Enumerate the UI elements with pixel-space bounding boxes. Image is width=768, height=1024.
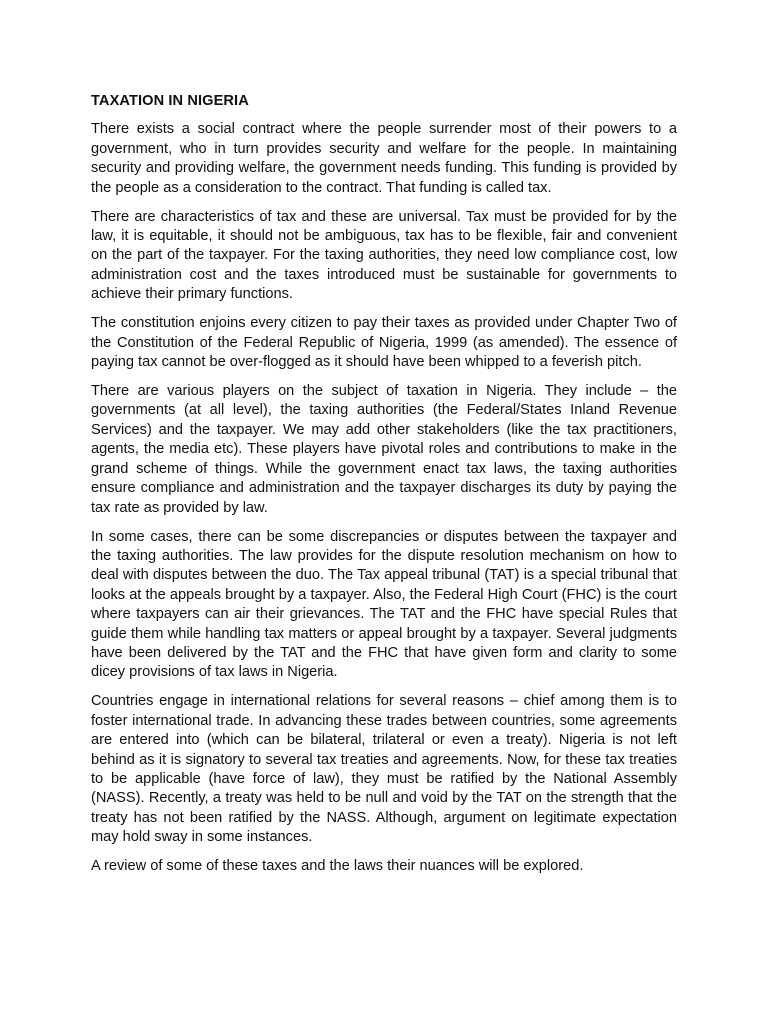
paragraph-players: There are various players on the subject of taxation in Nigeria. They include – the governments (at all level), the taxing authorities (the Federal/States Inland Revenue Services) and the taxpayer. We may add other stakeholders (like the tax practitioners, agents, the media etc). These players have pivotal roles and contributions to make in the grand scheme of things. While the government enact tax laws, the taxing authorities ensure compliance and administration and the taxpayer discharges its duty by paying the tax rate as provided by law. — [91, 383, 677, 516]
document-page — [91, 92, 677, 886]
paragraph-international-relations: Countries engage in international relations for several reasons – chief among them is to foster international trade. In advancing these trades between countries, some agreements are entered into (which can be bilateral, trilateral or even a treaty). Nigeria is not left behind as it is signatory to several tax treaties and agreements. Now, for these tax treaties to be applicable (have force of law), they must be ratified by the National Assembly (NASS). Recently, a treaty was held to be null and void by the TAT on the strength that the treaty has not been ratified by the NASS. Although, argument on legitimate expectation may hold sway in some instances. — [91, 693, 677, 846]
paragraph-social-contract: There exists a social contract where the people surrender most of their powers to a government, who in turn provides security and welfare for the people. In maintaining security and providing welfare, the government needs funding. This funding is provided by the people as a consideration to the contract. That funding is called tax. — [91, 121, 677, 196]
document-title: TAXATION IN NIGERIA — [91, 93, 249, 109]
paragraph-tax-characteristics: There are characteristics of tax and these are universal. Tax must be provided for by the law, it is equitable, it should not be ambiguous, tax has to be flexible, fair and convenient on the part of the taxpayer. For the taxing authorities, they need low compliance cost, low administration cost and the taxes introduced must be sustainable for governments to achieve their primary functions. — [91, 208, 677, 303]
paragraph-constitution: The constitution enjoins every citizen to pay their taxes as provided under Chapter Two of the Constitution of the Federal Republic of Nigeria, 1999 (as amended). The essence of paying tax cannot be over-flogged as it should have been whipped to a feverish pitch. — [91, 315, 677, 371]
paragraph-disputes: In some cases, there can be some discrepancies or disputes between the taxpayer and the taxing authorities. The law provides for the dispute resolution mechanism on how to deal with disputes between the duo. The Tax appeal tribunal (TAT) is a special tribunal that looks at the appeals brought by a taxpayer. Also, the Federal High Court (FHC) is the court where taxpayers can air their grievances. The TAT and the FHC have special Rules that guide them while handling tax matters or appeal brought by a taxpayer. Several judgments have been delivered by the TAT and the FHC that have given form and clarity to some dicey provisions of tax laws in Nigeria. — [91, 528, 677, 681]
paragraph-review: A review of some of these taxes and the laws their nuances will be explored. — [91, 858, 584, 875]
